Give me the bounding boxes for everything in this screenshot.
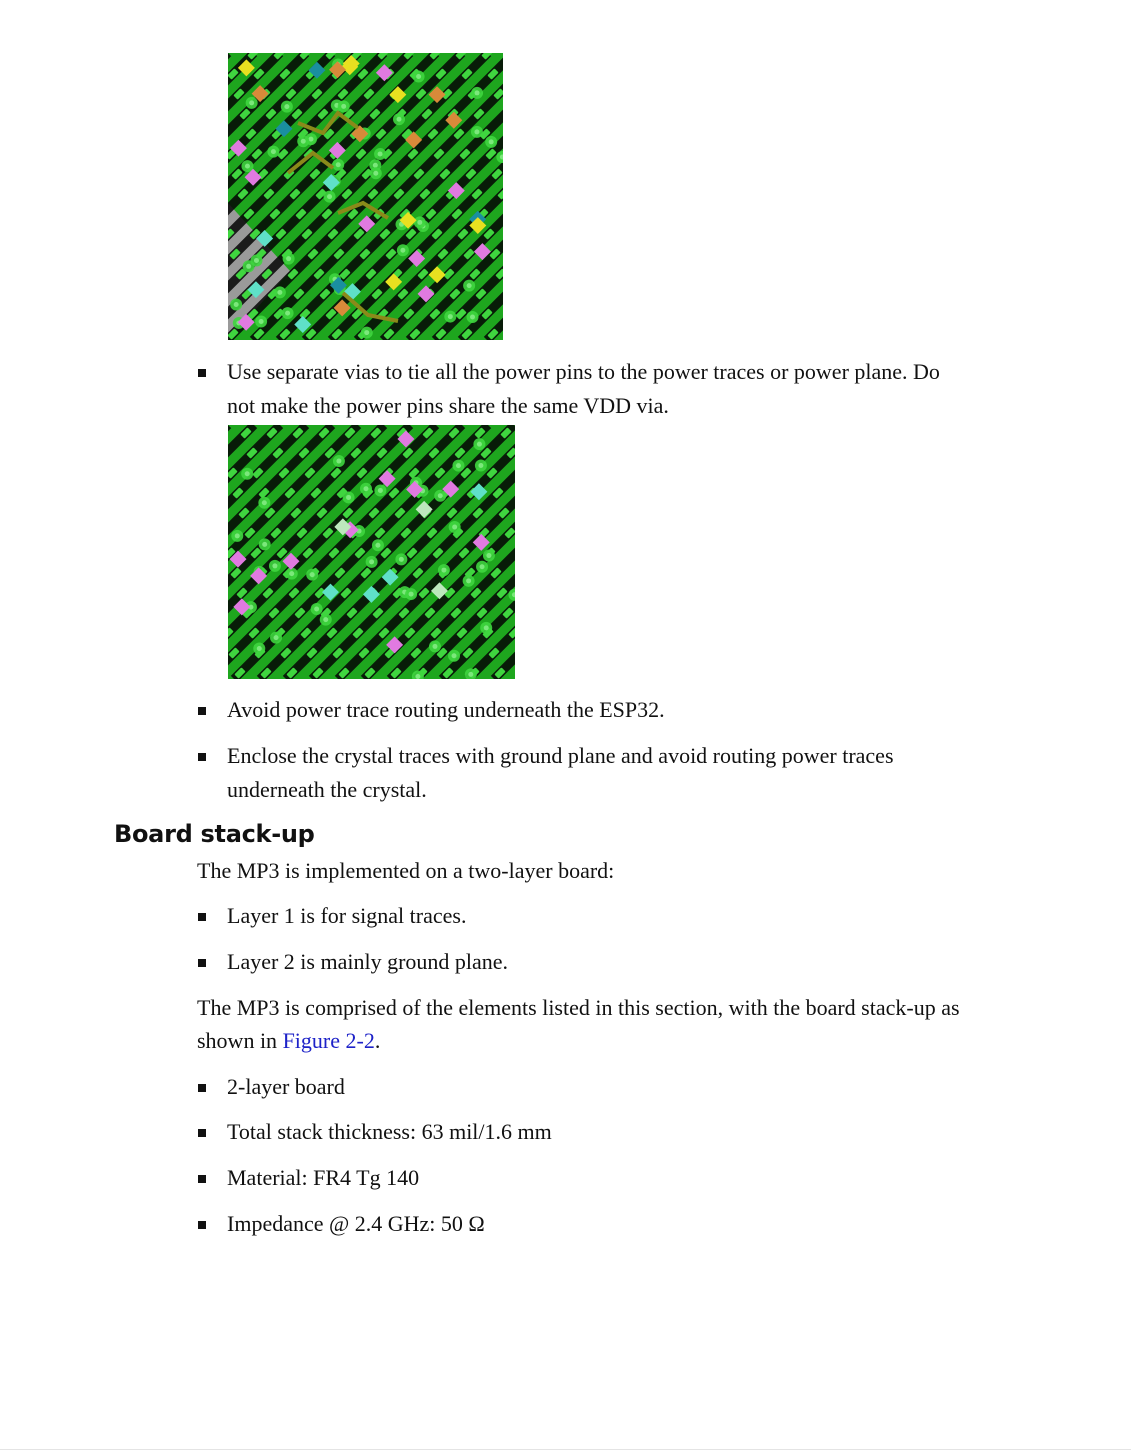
- element-item: Total stack thickness: 63 mil/1.6 mm: [227, 1119, 552, 1144]
- layer-item: Layer 1 is for signal traces.: [227, 903, 467, 928]
- bullet-text: Use separate vias to tie all the power pins to the power traces or power plane. Do: [227, 359, 940, 384]
- figure-link[interactable]: Figure 2-2: [282, 1028, 375, 1053]
- section-paragraph-line2: [197, 1024, 380, 1058]
- bullet-marker: [198, 753, 206, 761]
- layer-item: Layer 2 is mainly ground plane.: [227, 949, 509, 974]
- bullet-marker: [198, 1129, 206, 1137]
- pcb-layout-image-power-traces: [228, 53, 503, 340]
- bullet-marker: [198, 959, 206, 967]
- pcb-layout-figure-2: [228, 425, 515, 679]
- bullet-text: underneath the crystal.: [227, 777, 427, 802]
- bullet-marker: [198, 1084, 206, 1092]
- bullet-marker: [198, 707, 206, 715]
- element-item: Material: FR4 Tg 140: [227, 1165, 420, 1190]
- bullet-marker: [198, 1221, 206, 1229]
- bullet-text: Enclose the crystal traces with ground plane and avoid routing power traces: [227, 743, 894, 768]
- section-paragraph: The MP3 is comprised of the elements listed in this section, with the board stack-up as: [197, 995, 960, 1020]
- section-intro: The MP3 is implemented on a two-layer board:: [197, 858, 615, 883]
- bullet-text: not make the power pins share the same VDD via.: [227, 393, 669, 418]
- paragraph-text: .: [374, 1028, 381, 1053]
- element-item: Impedance @ 2.4 GHz: 50 Ω: [227, 1211, 485, 1236]
- bullet-marker: [198, 1175, 206, 1183]
- paragraph-text: shown in: [197, 1028, 283, 1053]
- pcb-layout-image-vdd-vias: [228, 425, 515, 679]
- pcb-layout-figure-1: [228, 53, 503, 340]
- page-bottom-rule: [0, 1449, 1131, 1450]
- bullet-marker: [198, 913, 206, 921]
- bullet-marker: [198, 369, 206, 377]
- element-item: 2-layer board: [227, 1074, 345, 1099]
- bullet-text: Avoid power trace routing underneath the ESP32.: [227, 697, 665, 722]
- section-heading: Board stack-up: [114, 820, 315, 848]
